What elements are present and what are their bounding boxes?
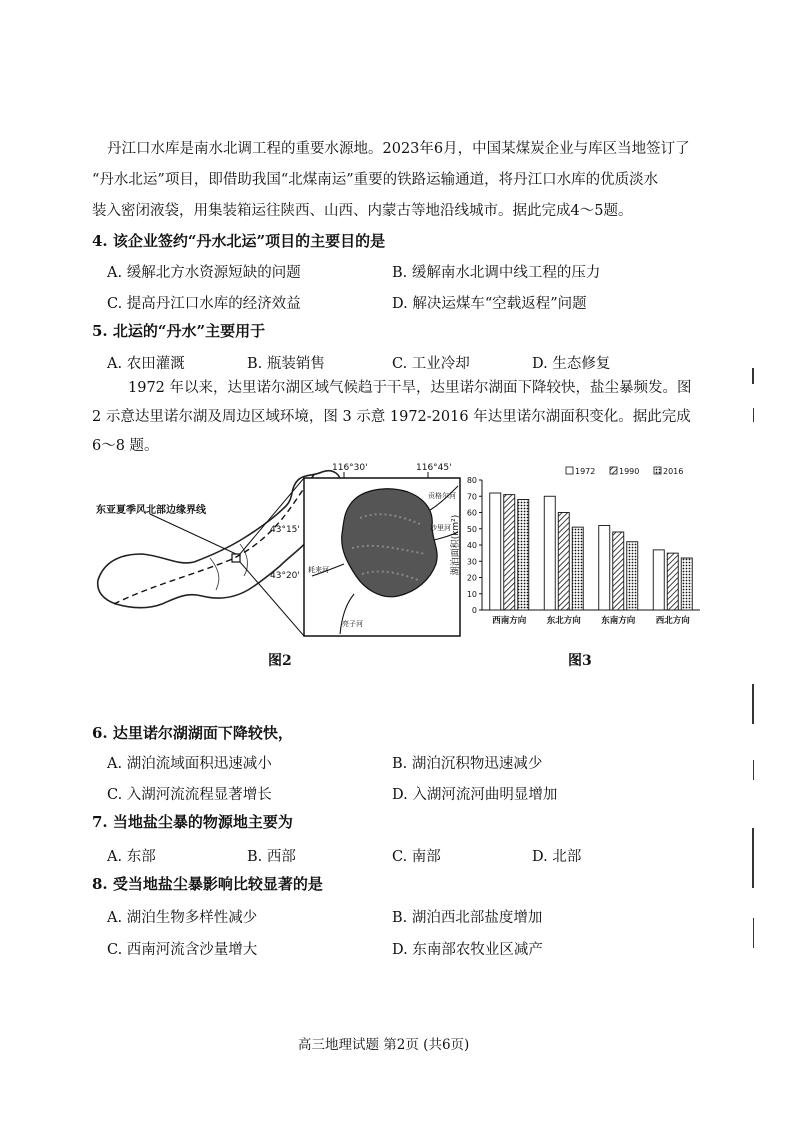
question-4-option-a: A. 缓解北方水资源短缺的问题 — [107, 265, 301, 281]
chart-y-tick-label: 60 — [466, 508, 477, 518]
question-8-option-a: A. 湖泊生物多样性减少 — [107, 910, 258, 926]
boundary-leader-line — [150, 514, 236, 554]
question-6-option-c: C. 入湖河流流程显著增长 — [107, 787, 272, 803]
boundary-label: 东亚夏季风北部边缘界线 — [96, 505, 206, 516]
river-label-2: 沙里河 — [430, 524, 451, 532]
scan-mark — [752, 828, 754, 888]
question-4-option-b: B. 缓解南水北调中线工程的压力 — [392, 265, 601, 281]
question-7-option-c: C. 南部 — [392, 849, 441, 865]
chart-bar-1972-2 — [599, 526, 610, 611]
scan-mark — [753, 760, 754, 780]
passage2-line3: 6～8 题。 — [92, 438, 159, 454]
question-8-option-d: D. 东南部农牧业区减产 — [392, 942, 543, 958]
question-8-option-c: C. 西南河流含沙量增大 — [107, 942, 258, 958]
question-6-option-a: A. 湖泊流域面积迅速减小 — [107, 756, 272, 772]
chart-legend-label: 2016 — [663, 467, 684, 476]
chart-bar-1990-3 — [667, 553, 678, 610]
chart-legend-swatch — [654, 467, 661, 474]
river-label-3: 亮子河 — [342, 620, 363, 628]
question-5-option-c: C. 工业冷却 — [392, 356, 470, 372]
question-4-stem: 4. 该企业签约“丹水北运”项目的主要目的是 — [92, 232, 386, 250]
chart-y-tick-label: 0 — [471, 606, 477, 615]
chart-y-tick-label: 30 — [466, 557, 477, 567]
question-5-option-a: A. 农田灌溉 — [107, 356, 185, 372]
chart-bar-2016-2 — [627, 542, 638, 610]
passage1-line3: 装入密闭液袋，用集装箱运往陕西、山西、内蒙古等地沿线城市。据此完成4～5题。 — [92, 203, 633, 219]
chart-y-tick-label: 20 — [466, 573, 477, 583]
question-8-stem: 8. 受当地盐尘暴影响比较显著的是 — [92, 875, 323, 893]
figure-3-chart — [448, 462, 708, 634]
chart-y-tick-label: 70 — [466, 492, 477, 502]
chart-y-tick-label: 40 — [466, 541, 477, 550]
question-8-option-b: B. 湖泊西北部盐度增加 — [392, 910, 543, 926]
question-6-option-d: D. 入湖河流河曲明显增加 — [392, 787, 558, 803]
figure-2-map — [90, 458, 465, 638]
scan-mark — [753, 918, 754, 948]
monsoon-boundary-line — [114, 472, 316, 604]
passage1-line1: 丹江口水库是南水北调工程的重要水源地。2023年6月，中国某煤炭企业与库区当地签订了 — [107, 141, 690, 157]
chart-bar-2016-1 — [572, 527, 583, 610]
passage1-line2: “丹水北运”项目，即借助我国“北煤南运”重要的铁路运输通道，将丹江口水库的优质淡水 — [92, 172, 659, 188]
chart-bar-1972-3 — [653, 550, 664, 610]
passage2-line2: 2 示意达里诺尔湖及周边区域环境，图 3 示意 1972-2016 年达里诺尔湖面积变化。据此完成 — [92, 409, 691, 425]
question-6-option-b: B. 湖泊沉积物迅速减少 — [392, 756, 543, 772]
chart-x-tick-label: 东南方向 — [601, 616, 636, 626]
question-5-stem: 5. 北运的“丹水”主要用于 — [92, 322, 266, 340]
question-5-option-b: B. 瓶装销售 — [247, 356, 325, 372]
figure-2-caption: 图2 — [268, 653, 292, 669]
chart-x-tick-label: 东北方向 — [546, 616, 581, 626]
scan-mark — [753, 408, 754, 422]
chart-bar-2016-3 — [681, 558, 692, 610]
chart-x-tick-label: 西北方向 — [655, 616, 690, 626]
chart-bar-1990-2 — [613, 532, 624, 610]
chart-bar-1972-0 — [490, 493, 501, 610]
lon-label-2: 116°45' — [416, 463, 452, 473]
river-label-4: 耗来河 — [308, 566, 329, 574]
chart-ylabel: 湖泊面积(km²) — [451, 514, 461, 576]
chart-legend-swatch — [566, 467, 573, 474]
question-4-option-d: D. 解决运煤车“空载返程”问题 — [392, 296, 587, 312]
lon-label-1: 116°30' — [332, 463, 368, 473]
chart-bar-1972-1 — [544, 496, 555, 610]
question-5-option-d: D. 生态修复 — [532, 356, 611, 372]
scan-mark — [752, 368, 754, 384]
question-7-stem: 7. 当地盐尘暴的物源地主要为 — [92, 813, 293, 831]
question-4-option-c: C. 提高丹江口水库的经济效益 — [107, 296, 301, 312]
chart-bar-2016-0 — [518, 500, 529, 611]
lat-label-1: 43°15' — [270, 525, 300, 535]
page-footer: 高三地理试题 第2页 (共6页) — [298, 1037, 470, 1053]
chart-y-tick-label: 10 — [466, 589, 477, 599]
passage2-line1: 1972 年以来，达里诺尔湖区域气候趋于干旱，达里诺尔湖面下降较快，盐尘暴频发。图 — [128, 380, 692, 396]
chart-bar-1990-1 — [558, 513, 569, 611]
chart-legend-swatch — [610, 467, 617, 474]
question-7-option-a: A. 东部 — [107, 849, 156, 865]
chart-bar-1990-0 — [504, 495, 515, 610]
lat-label-2: 43°20' — [270, 571, 300, 581]
question-6-stem: 6. 达里诺尔湖湖面下降较快， — [92, 724, 293, 742]
chart-x-tick-label: 西南方向 — [492, 616, 527, 626]
scan-mark — [752, 684, 754, 724]
chart-y-tick-label: 80 — [466, 476, 477, 485]
question-7-option-b: B. 西部 — [247, 849, 296, 865]
figure-3-caption: 图3 — [568, 653, 592, 669]
chart-y-tick-label: 50 — [466, 524, 477, 534]
chart-legend-label: 1972 — [575, 467, 596, 476]
question-7-option-d: D. 北部 — [532, 849, 582, 865]
river-label-1: 贡格尔河 — [428, 492, 456, 500]
chart-legend-label: 1990 — [619, 467, 640, 476]
